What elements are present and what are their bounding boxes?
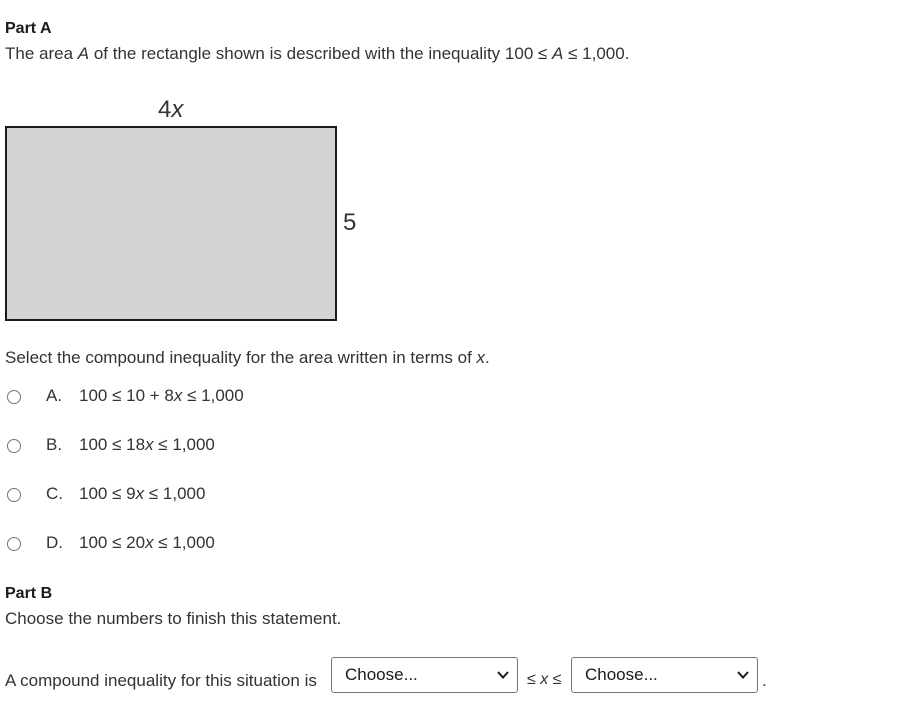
upper-bound-select-value: Choose... (585, 665, 658, 684)
option-b-radio[interactable] (7, 439, 21, 453)
middle-inequality (527, 671, 561, 689)
option-c-text (79, 484, 205, 504)
option-a-text-post: ≤ 1,000 (182, 386, 244, 405)
question-text-pre: Select the compound inequality for the area written in terms of (5, 348, 477, 367)
part-b-heading: Part B (5, 585, 53, 602)
intro-text-pre: The area (5, 44, 78, 63)
option-a-var: x (173, 386, 183, 405)
part-a-intro (5, 44, 629, 64)
width-label-variable: x (171, 96, 184, 123)
part-a-question (5, 348, 490, 368)
option-b-text-post: ≤ 1,000 (153, 435, 215, 454)
rectangle-width-label (158, 96, 183, 124)
middle-inequality-pre: ≤ (527, 671, 541, 688)
middle-inequality-post: ≤ (548, 671, 562, 688)
intro-text-post: ≤ 1,000. (563, 44, 630, 63)
option-d-text (79, 533, 215, 553)
option-b-letter: B. (46, 435, 63, 454)
intro-text-mid: of the rectangle shown is described with the inequality 100 ≤ (89, 44, 553, 63)
option-d-letter: D. (46, 533, 63, 552)
rectangle-height-label: 5 (343, 209, 357, 236)
part-b-statement: A compound inequality for this situation is (5, 671, 317, 690)
option-c-letter: C. (46, 484, 63, 503)
option-c[interactable] (0, 482, 400, 506)
part-a-heading: Part A (5, 20, 52, 37)
option-d-var: x (145, 533, 154, 552)
lower-bound-select-value: Choose... (345, 665, 418, 684)
option-d-text-post: ≤ 1,000 (153, 533, 215, 552)
rectangle-figure (5, 126, 337, 321)
question-text-post: . (485, 348, 490, 367)
part-b-instruction: Choose the numbers to finish this statement. (5, 609, 342, 628)
intro-var-a2: A (552, 44, 564, 63)
middle-inequality-var: x (540, 671, 549, 688)
statement-end-period: . (762, 671, 767, 690)
option-d-radio[interactable] (7, 537, 21, 551)
chevron-down-icon (737, 670, 749, 680)
option-c-radio[interactable] (7, 488, 21, 502)
question-var-x: x (476, 348, 486, 367)
intro-var-a: A (77, 44, 90, 63)
option-b-text (79, 435, 215, 455)
lower-bound-select[interactable] (331, 657, 518, 693)
option-c-text-post: ≤ 1,000 (144, 484, 206, 503)
option-d[interactable] (0, 531, 400, 555)
option-b[interactable] (0, 433, 400, 457)
option-a-radio[interactable] (7, 390, 21, 404)
option-b-var: x (145, 435, 154, 454)
option-a-text (79, 386, 244, 406)
option-c-text-pre: 100 ≤ 9 (79, 484, 136, 503)
option-a-text-pre: 100 ≤ 10 + 8 (79, 386, 174, 405)
option-b-text-pre: 100 ≤ 18 (79, 435, 146, 454)
chevron-down-icon (497, 670, 509, 680)
option-d-text-pre: 100 ≤ 20 (79, 533, 146, 552)
option-a[interactable] (0, 384, 400, 408)
width-label-coefficient: 4 (158, 96, 172, 123)
option-a-letter: A. (46, 386, 63, 405)
upper-bound-select[interactable] (571, 657, 758, 693)
option-c-var: x (135, 484, 145, 503)
